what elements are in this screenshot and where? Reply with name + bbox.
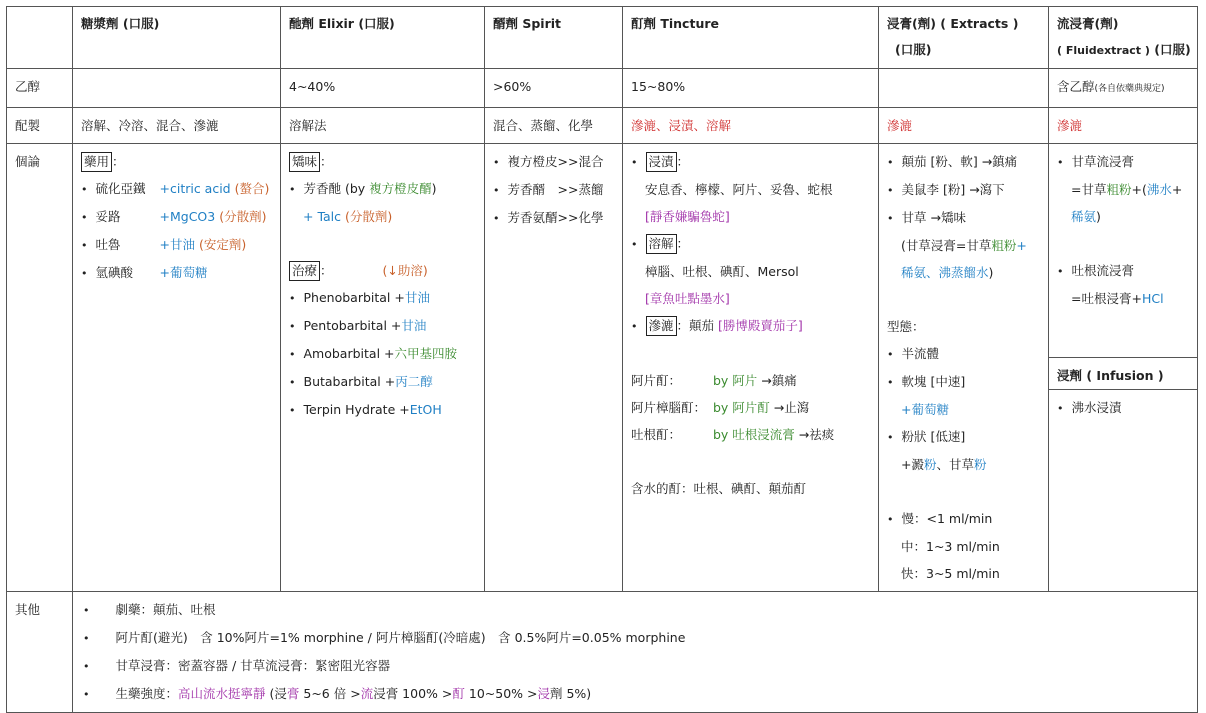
header-syrup: 糖漿劑 (口服) (73, 7, 281, 69)
detail-fluidextract: • 甘草流浸膏 =甘草粗粉+(沸水+ 稀氨) • 吐根流浸膏 =吐根浸膏+HCl 浸劑 ( Infusion ) • 沸水浸漬 (1049, 144, 1198, 592)
infusion-title: 浸劑 ( Infusion ) (1049, 357, 1197, 389)
header-spirit: 醑劑 Spirit (485, 7, 623, 69)
pharmacy-table (6, 6, 1198, 713)
row-preparation: 配製 溶解、冷溶、混合、滲漉 溶解法 混合、蒸餾、化學 滲漉、浸漬、溶解 滲漉 滲漉 (7, 108, 1198, 144)
header-row (7, 7, 1198, 69)
header-extracts: 浸膏(劑) ( Extracts ) (口服) (879, 7, 1049, 69)
row-detail: 個論 藥用 ： • 硫化亞鐵 +citric acid (螯合) • 妥路 +MgCO3 (分散劑) • 吐魯 +甘油 (安定劑) • 氫碘酸 +葡萄糖 矯味 ： • 芳香酏 (by 複方橙皮醑) + Talc (分散劑) 治療 ： (↓助溶) • Phenobarbital +甘油 • Pentobarbital +甘油 • Amobarbital +六甲基四胺 • Butabarbital +丙二醇 • Terpin Hydrate +EtOH • 複方橙皮>>混合 • 芳香醑 >>蒸餾 • 芳香氨醑>>化學 • 浸漬 ： 安息香、檸檬、阿片、妥魯、蛇根 [靜香嫌騙魯蛇] • 溶解 ： 樟腦、吐根、碘酊、Mersol [章魚吐點墨水] • 滲漉 ：顛茄 [勝博殿賣茄子] 阿片酊： by 阿片 →鎮痛 阿片樟腦酊： by 阿片酊 →止瀉 吐根酊： by 吐根浸流膏 →祛痰 含水的酊：吐根、碘酊、顛茄酊 • 顛茄 [粉、軟] →鎮痛 • 美鼠李 [粉] →瀉下 • 甘草 →矯味 (甘草浸膏=甘草粗粉+ 稀氨、沸蒸餾水) 型態： • 半流體 • 軟塊 [中速] +葡萄糖 • 粉狀 [低速] +澱粉、甘草粉 • 慢：<1 ml/min 中：1~3 ml/min 快：3~5 ml/min • 甘草流浸膏 =甘草粗粉+(沸水+ 稀氨) • 吐根流浸膏 =吐根浸膏+HCl 浸劑 ( Infusion ) • 沸水浸漬 (7, 144, 1198, 592)
header-tincture: 酊劑 Tincture (623, 7, 879, 69)
detail-extracts: • 顛茄 [粉、軟] →鎮痛 • 美鼠李 [粉] →瀉下 • 甘草 →矯味 (甘草浸膏=甘草粗粉+ 稀氨、沸蒸餾水) 型態： • 半流體 • 軟塊 [中速] +葡萄糖 • 粉狀 [低速] +澱粉、甘草粉 • 慢：<1 ml/min 中：1~3 ml/min 快：3~5 ml/min (879, 144, 1049, 592)
header-elixir: 酏劑 Elixir (口服) (281, 7, 485, 69)
header-fluidextract: 流浸膏(劑) ( Fluidextract ) (口服) (1049, 7, 1198, 69)
detail-syrup: 藥用 ： • 硫化亞鐵 +citric acid (螯合) • 妥路 +MgCO3 (分散劑) • 吐魯 +甘油 (安定劑) • 氫碘酸 +葡萄糖 (73, 144, 281, 592)
detail-elixir: 矯味 ： • 芳香酏 (by 複方橙皮醑) + Talc (分散劑) 治療 ： (↓助溶) • Phenobarbital +甘油 • Pentobarbital +甘油 • Amobarbital +六甲基四胺 • Butabarbital +丙二醇 • Terpin Hydrate +EtOH (281, 144, 485, 592)
detail-spirit: • 複方橙皮>>混合 • 芳香醑 >>蒸餾 • 芳香氨醑>>化學 (485, 144, 623, 592)
detail-tincture: • 浸漬 ： 安息香、檸檬、阿片、妥魯、蛇根 [靜香嫌騙魯蛇] • 溶解 ： 樟腦、吐根、碘酊、Mersol [章魚吐點墨水] • 滲漉 ：顛茄 [勝博殿賣茄子] 阿片酊： by 阿片 →鎮痛 阿片樟腦酊： by 阿片酊 →止瀉 吐根酊： by 吐根浸流膏 →祛痰 含水的酊：吐根、碘酊、顛茄酊 (623, 144, 879, 592)
row-ethanol: 乙醇 4~40% >60% 15~80% 含乙醇(各自依藥典規定) (7, 69, 1198, 108)
row-other: 其他 • 劇藥：顛茄、吐根 • 阿片酊(避光) 含 10%阿片=1% morphine / 阿片樟腦酊(冷暗處) 含 0.5%阿片=0.05% morphine • 甘草浸膏：密蓋容器 / 甘草流浸膏：緊密阻光容器 • 生藥強度：高山流水挺寧靜 (浸膏 5~6 倍 >流浸膏 100% >酊 10~50% >浸劑 5%) (7, 592, 1198, 713)
other-notes: • 劇藥：顛茄、吐根 • 阿片酊(避光) 含 10%阿片=1% morphine / 阿片樟腦酊(冷暗處) 含 0.5%阿片=0.05% morphine • 甘草浸膏：密蓋容器 / 甘草流浸膏：緊密阻光容器 • 生藥強度：高山流水挺寧靜 (浸膏 5~6 倍 >流浸膏 100% >酊 10~50% >浸劑 5%) (73, 592, 1198, 713)
